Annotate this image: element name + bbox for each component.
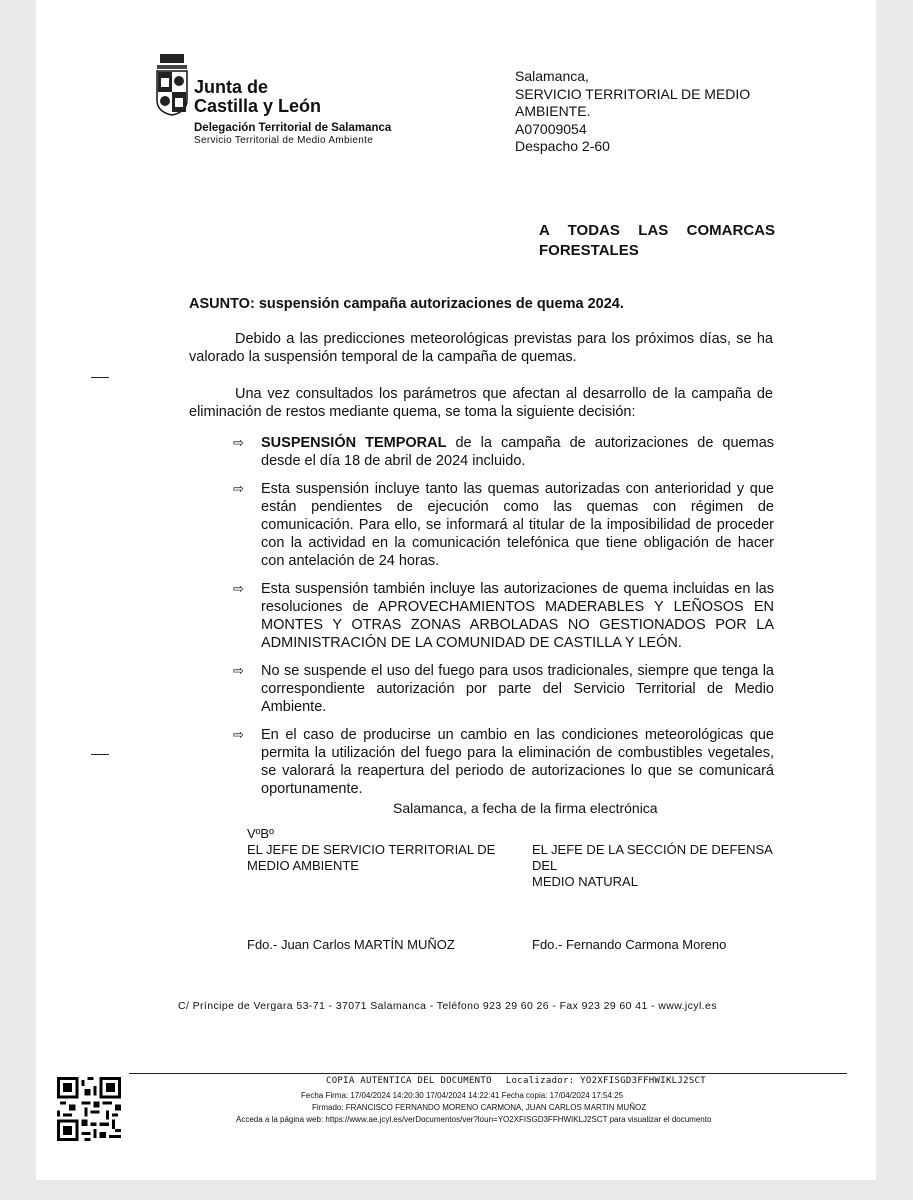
logo-line2: Castilla y León <box>194 96 322 116</box>
signature-title-line: EL JEFE DE SERVICIO TERRITORIAL DE <box>247 842 496 857</box>
recipient-heading: A TODAS LAS COMARCAS FORESTALES <box>539 222 775 259</box>
signature-title-line: MEDIO AMBIENTE <box>247 858 359 873</box>
verification-header <box>326 1076 706 1086</box>
delegacion-label: Delegación Territorial de Salamanca <box>194 122 392 134</box>
body-paragraph <box>189 330 773 366</box>
sender-block <box>515 68 775 156</box>
signature-left-title <box>247 826 497 874</box>
paragraph-text: Una vez consultados los parámetros que afectan al desarrollo de la campaña de eliminación de restos mediante quema, se toma la siguiente decisión: <box>189 386 773 420</box>
bullet-text: No se suspende el uso del fuego para usos tradicionales, siempre que tenga la correspondiente autorización por parte del Servicio Territorial de Medio Ambiente. <box>261 663 774 715</box>
signature-title-line: MEDIO NATURAL <box>532 874 638 889</box>
arrow-right-icon: ⇨ <box>233 727 244 742</box>
sender-line: Salamanca, <box>515 68 589 84</box>
list-item <box>233 580 774 652</box>
body-paragraph <box>189 385 773 421</box>
sender-line: Despacho 2-60 <box>515 138 610 154</box>
place-date: Salamanca, a fecha de la firma electrónica <box>393 800 658 816</box>
vobo-label: VºBº <box>247 826 274 841</box>
signer-left-name: Fdo.- Juan Carlos MARTÍN MUÑOZ <box>247 937 455 952</box>
bullet-text: de la campaña de autorizaciones de quemas desde el día 18 de abril de 2024 incluido. <box>261 435 775 469</box>
list-item <box>233 434 774 470</box>
sender-line: AMBIENTE. <box>515 103 591 119</box>
logo-line1: Junta de <box>194 77 269 97</box>
decision-list <box>233 434 774 808</box>
qr-code-icon <box>57 1077 121 1141</box>
list-item <box>233 726 774 798</box>
list-item <box>233 480 774 570</box>
bullet-text: Esta suspensión también incluye las autorizaciones de quema incluidas en las resoluciones de APROVECHAMIENTOS MADERABLES Y LEÑOSOS EN MONTES Y OTRAS ZONAS ARBOLADAS NO GESTIONADOS POR LA ADMINISTRACIÓN DE LA COMUNIDAD DE CASTILLA Y LEÓN. <box>261 581 774 651</box>
bullet-text: Esta suspensión incluye tanto las quemas autorizadas con anterioridad y que están pendientes de ejecución como las quemas con régimen de comunicación. Para ello, se informará al titular de la imposibilidad de proceder con la actividad en la comunicación telefónica que tiene obligación de hacer con antelación de 24 horas. <box>261 481 774 569</box>
verification-url: Acceda a la página web: https://www.ae.jcyl.es/verDocumentos/ver?loun=YO2XFISGD3FFHWIKLJ2SCT para visualizar el documento <box>236 1115 712 1124</box>
fold-mark <box>91 754 109 755</box>
logo-title <box>194 78 321 116</box>
signature-right-title <box>532 842 782 890</box>
localizador-label: Localizador: YO2XFISGD3FFHWIKLJ2SCT <box>505 1076 706 1086</box>
arrow-right-icon: ⇨ <box>233 581 244 596</box>
arrow-right-icon: ⇨ <box>233 435 244 450</box>
signer-right-name: Fdo.- Fernando Carmona Moreno <box>532 937 727 952</box>
list-item <box>233 662 774 716</box>
subject-line: ASUNTO: suspensión campaña autorizaciones de quema 2024. <box>189 296 624 312</box>
signature-title-line: DEL <box>532 858 558 873</box>
signed-by: Firmado: FRANCISCO FERNANDO MORENO CARMONA, JUAN CARLOS MARTIN MUÑOZ <box>312 1103 647 1112</box>
signature-title-line: EL JEFE DE LA SECCIÓN DE DEFENSA <box>532 842 773 857</box>
copia-label: COPIA AUTENTICA DEL DOCUMENTO <box>326 1076 492 1086</box>
servicio-label: Servicio Territorial de Medio Ambiente <box>194 135 374 146</box>
sender-line: A07009054 <box>515 120 587 137</box>
coat-of-arms-icon <box>154 54 190 116</box>
arrow-right-icon: ⇨ <box>233 481 244 496</box>
bullet-text: En el caso de producirse un cambio en las condiciones meteorológicas que permita la utilización del fuego para la eliminación de combustibles vegetales, se valorará la reapertura del periodo de autorizaciones lo que se comunicará oportunamente. <box>261 727 774 797</box>
arrow-right-icon: ⇨ <box>233 663 244 678</box>
signature-dates: Fecha Firma: 17/04/2024 14:20:30 17/04/2024 14:22:41 Fecha copia: 17/04/2024 17:54:25 <box>301 1091 624 1100</box>
document-page <box>36 0 876 1180</box>
paragraph-text: Debido a las predicciones meteorológicas previstas para los próximos días, se ha valorado la suspensión temporal de la campaña de quemas. <box>189 331 773 365</box>
fold-mark <box>91 377 109 378</box>
bullet-bold-text: SUSPENSIÓN TEMPORAL <box>261 435 447 451</box>
address-footer: C/ Príncipe de Vergara 53-71 - 37071 Salamanca - Teléfono 923 29 60 26 - Fax 923 29 60 41 - www.jcyl.es <box>178 1000 717 1012</box>
verification-divider <box>129 1073 847 1074</box>
sender-line: SERVICIO TERRITORIAL DE MEDIO <box>515 85 751 102</box>
